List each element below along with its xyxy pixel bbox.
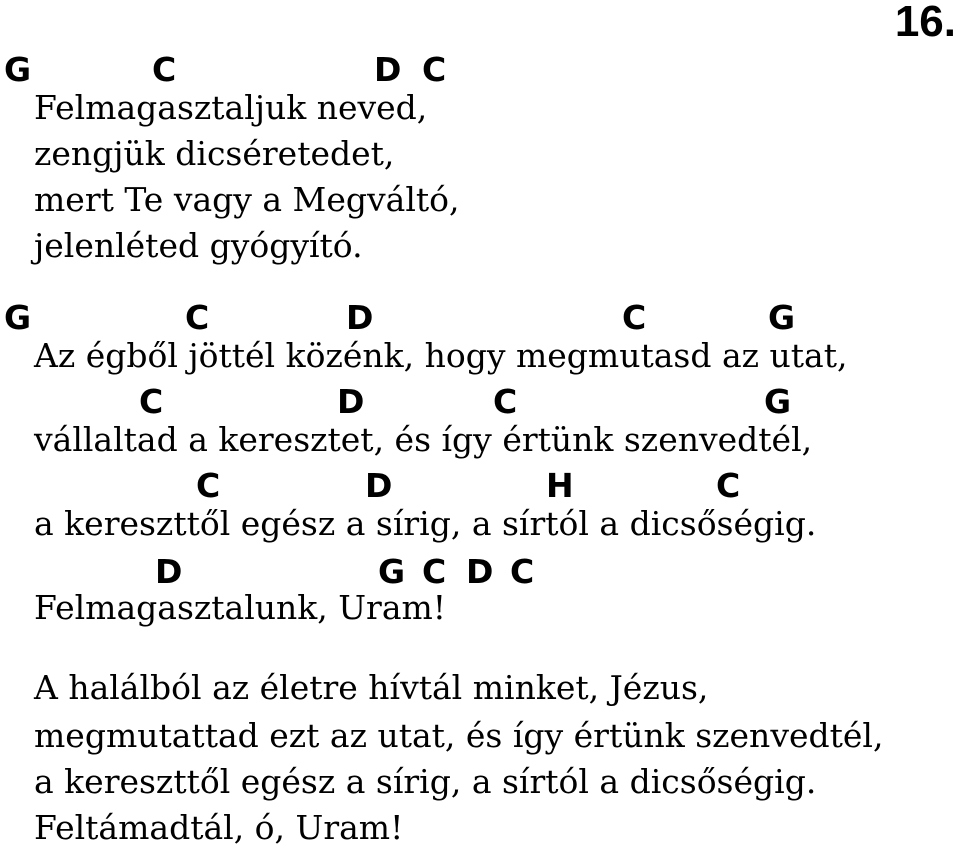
lyric-line: jelenléted gyógyító. [34,226,363,265]
lyric-line: Felmagasztalunk, Uram! [34,588,447,627]
chord: G [378,552,406,591]
lyric-line: zengjük dicséretedet, [34,134,395,173]
lyric-line: megmutattad ezt az utat, és így értünk szenvedtél, [34,716,884,755]
chord: D [337,382,365,421]
chord: C [493,382,518,421]
lyric-line: a kereszttől egész a sírig, a sírtól a dicsőségig. [34,504,817,543]
chord: C [510,552,535,591]
chord: D [365,466,393,505]
lyric-line: A halálból az életre hívtál minket, Jézus, [34,668,709,707]
chord: C [196,466,221,505]
chord-line [0,382,940,422]
chord: D [374,50,402,89]
chord: D [466,552,494,591]
chord: C [622,298,647,337]
chord: C [422,50,447,89]
chord-line [0,50,940,90]
chord: C [152,50,177,89]
chord: G [768,298,796,337]
lyric-line: mert Te vagy a Megváltó, [34,180,460,219]
song-number: 16. [894,0,956,46]
chord-line [0,466,940,506]
lyric-line: a kereszttől egész a sírig, a sírtól a dicsőségig. [34,762,817,801]
chord-line [0,298,940,338]
chord: C [422,552,447,591]
chord: H [546,466,574,505]
chord: C [185,298,210,337]
lyric-line: vállaltad a keresztet, és így értünk szenvedtél, [34,420,813,459]
chord: G [4,298,32,337]
lyric-line: Felmagasztaljuk neved, [34,88,428,127]
chord: G [4,50,32,89]
chord: C [139,382,164,421]
chord: D [155,552,183,591]
chord: D [346,298,374,337]
lyric-line: Feltámadtál, ó, Uram! [34,808,404,847]
chord: C [716,466,741,505]
lyric-line: Az égből jöttél közénk, hogy megmutasd az utat, [34,336,848,375]
chord: G [764,382,792,421]
